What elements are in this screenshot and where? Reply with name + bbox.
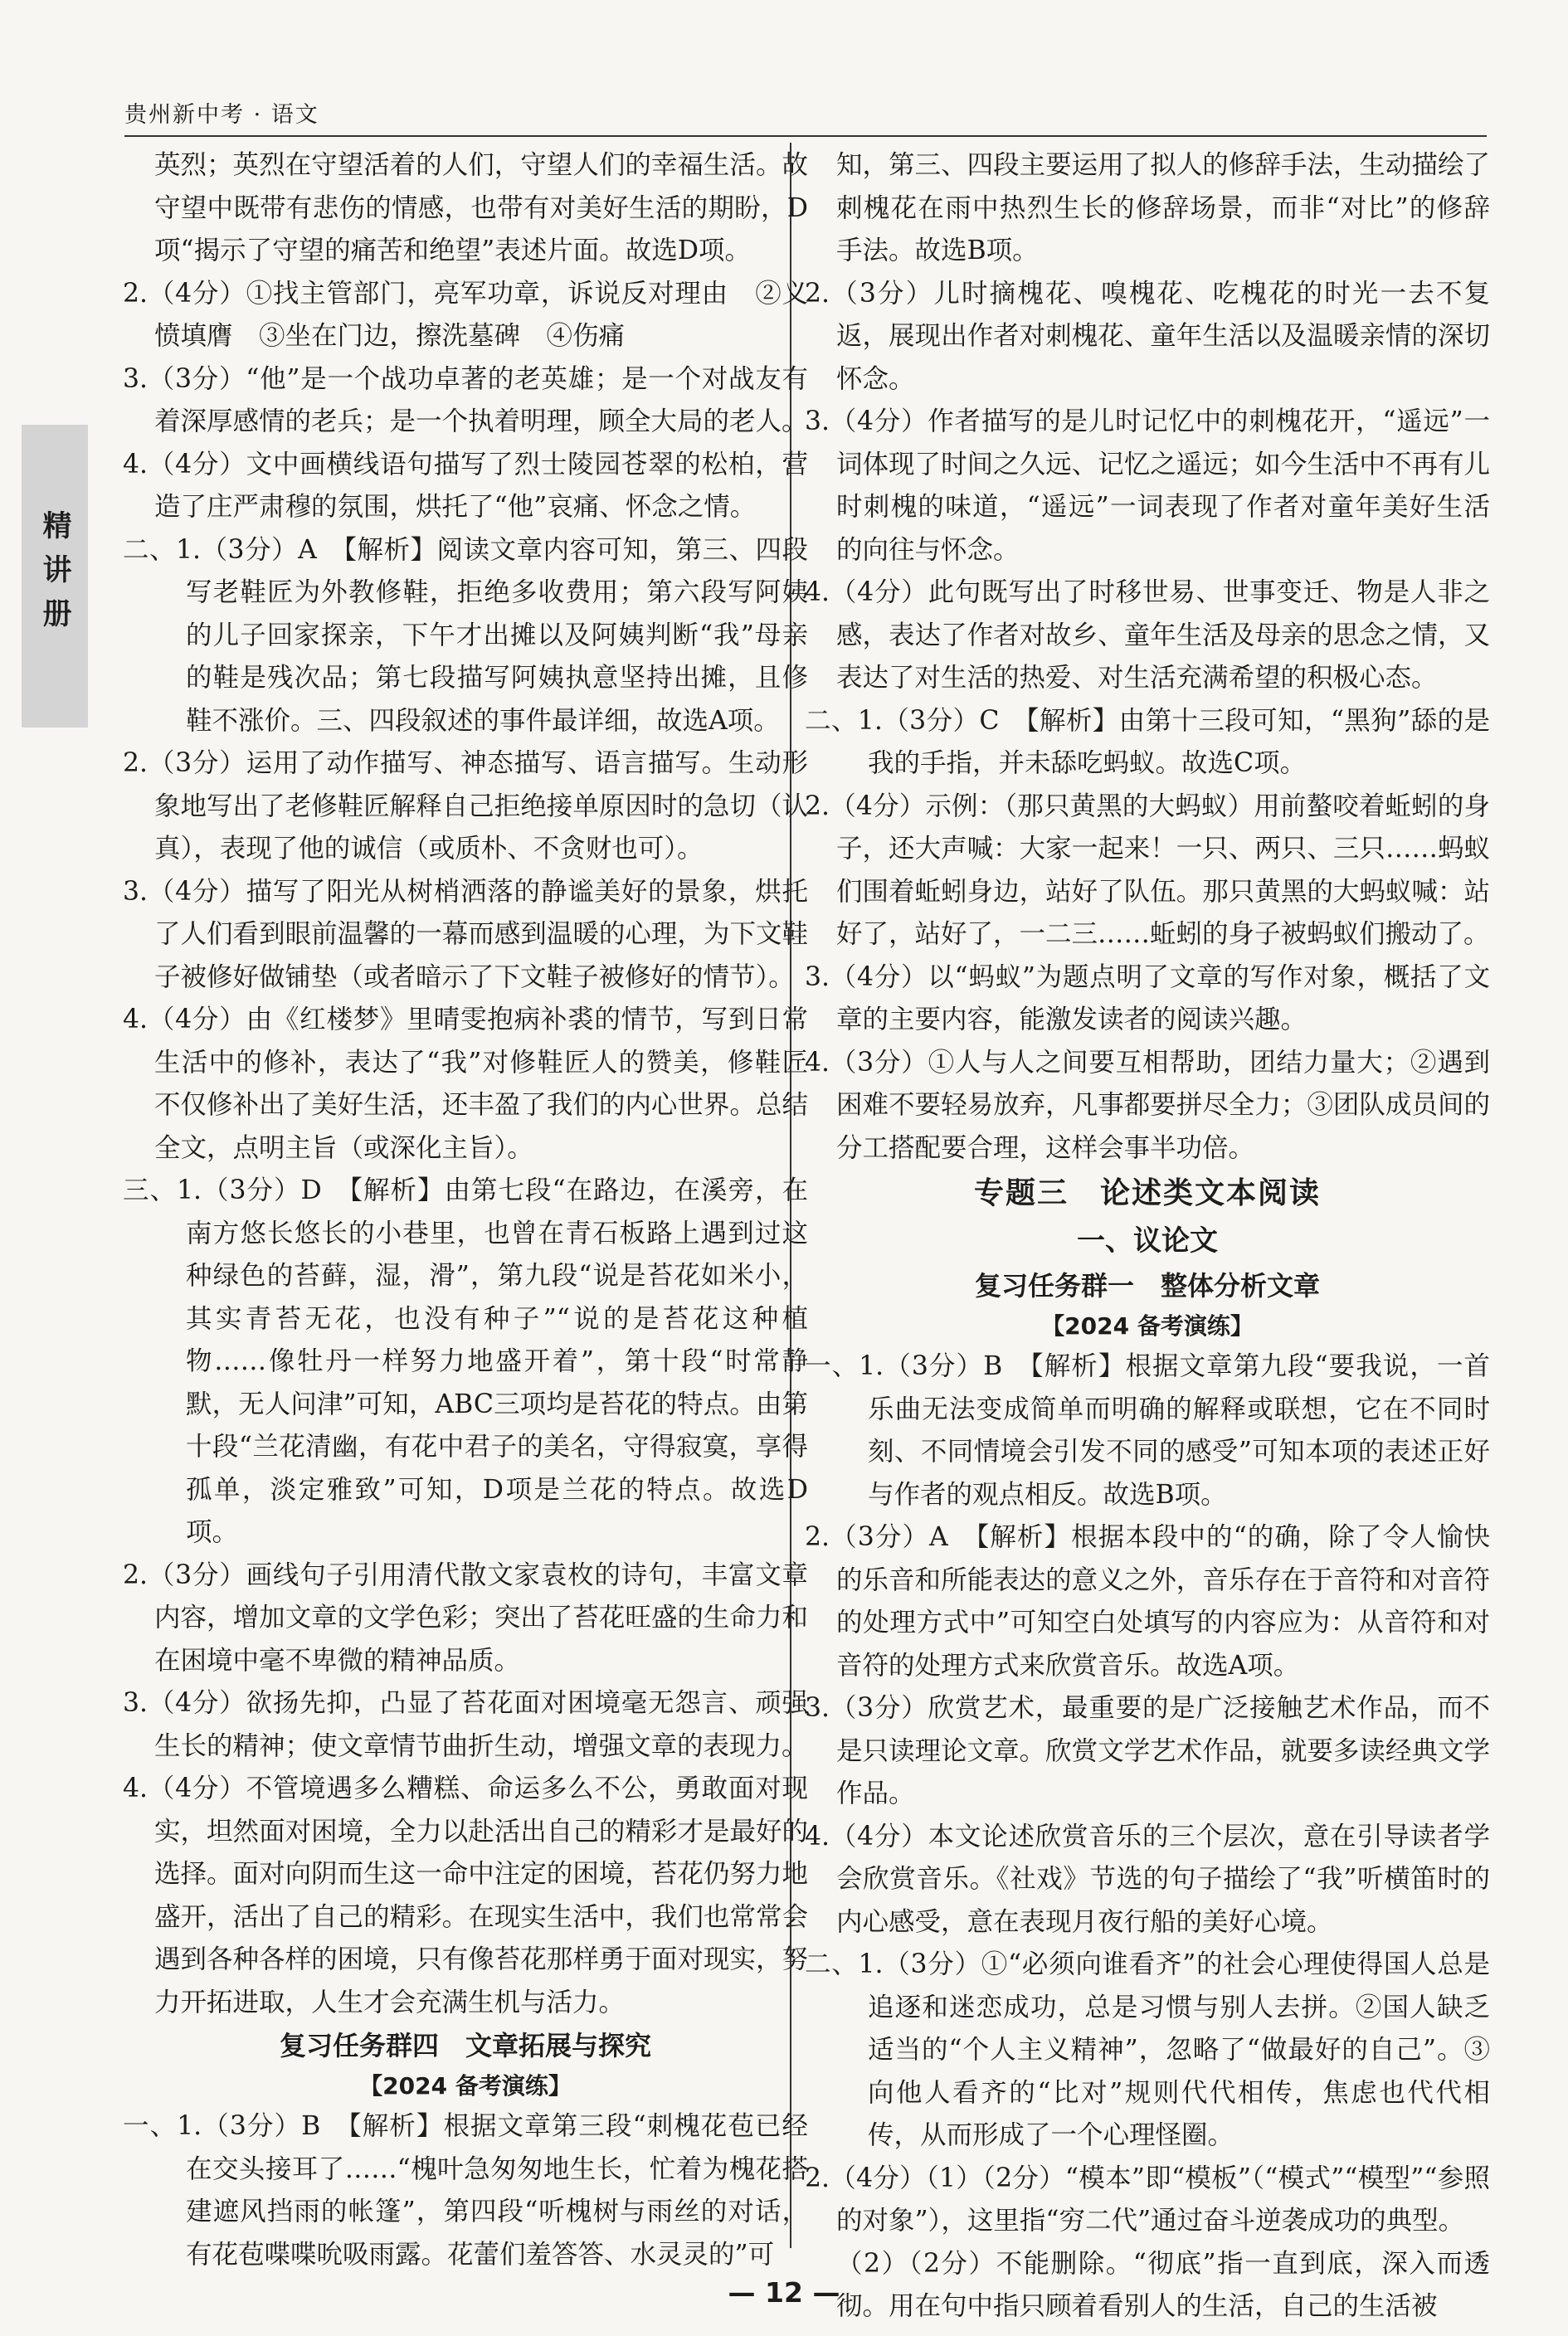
paragraph: 2.（3分）运用了动作描写、神态描写、语言描写。生动形象地写出了老修鞋匠解释自己拒绝接单原因时的急切（认真），表现了他的诚信（或质朴、不贪财也可）。 xyxy=(123,748,808,864)
paragraph: 4.（4分）本文论述欣赏音乐的三个层次，意在引导读者学会欣赏音乐。《社戏》节选的句子描绘了“我”听横笛时的内心感受，意在表现月夜行船的美好心境。 xyxy=(805,1821,1490,1937)
topic-heading: 专题三 论述类文本阅读 xyxy=(973,1176,1321,1210)
paragraph: 知，第三、四段主要运用了拟人的修辞手法，生动描绘了刺槐花在雨中热烈生长的修辞场景，而非“对比”的修辞手法。故选B项。 xyxy=(836,150,1490,265)
section-heading: 复习任务群一 整体分析文章 xyxy=(974,1270,1320,1302)
left-column xyxy=(123,144,808,2276)
paragraph: 一、1.（3分）B 【解析】根据文章第三段“刺槐花苞已经在交头接耳了……“槐叶急匆匆地生长，忙着为槐花搭建遮风挡雨的帐篷”，第四段“听槐树与雨丝的对话，有花苞喋喋吮吸雨露。花蕾们羞答答、水灵灵的”可 xyxy=(123,2111,808,2270)
paragraph: 二、1.（3分）①“必须向谁看齐”的社会心理使得国人总是追逐和迷恋成功，总是习惯与别人去拼。②国人缺乏适当的“个人主义精神”，忽略了“做最好的自己”。③向他人看齐的“比对”规则代代相传，焦虑也代代相传，从而形成了一个心理怪圈。 xyxy=(805,1949,1490,2150)
right-column xyxy=(805,144,1490,2329)
paragraph: 英烈；英烈在守望活着的人们，守望人们的幸福生活。故守望中既带有悲伤的情感，也带有对美好生活的期盼，D项“揭示了守望的痛苦和绝望”表述片面。故选D项。 xyxy=(154,150,808,265)
paragraph: 2.（3分）A 【解析】根据本段中的“的确，除了令人愉快的乐音和所能表达的意义之外，音乐存在于音符和对音符的处理方式中”可知空白处填写的内容应为：从音符和对音符的处理方式来欣赏音乐。故选A项。 xyxy=(805,1522,1490,1681)
side-tab xyxy=(22,425,88,728)
paragraph: 4.（4分）由《红楼梦》里晴雯抱病补裘的情节，写到日常生活中的修补，表达了“我”对修鞋匠人的赞美，修鞋匠不仅修补出了美好生活，还丰盈了我们的内心世界。总结全文，点明主旨（或深化主旨）。 xyxy=(123,1005,808,1163)
paragraph: 一、1.（3分）B 【解析】根据文章第九段“要我说，一首乐曲无法变成简单而明确的解释或联想，它在不同时刻、不同情境会引发不同的感受”可知本项的表述正好与作者的观点相反。故选B项。 xyxy=(805,1351,1490,1510)
paragraph: 3.（4分）作者描写的是儿时记忆中的刺槐花开，“遥远”一词体现了时间之久远、记忆之遥远；如今生活中不再有儿时刺槐的味道，“遥远”一词表现了作者对童年美好生活的向往与怀念。 xyxy=(805,406,1490,565)
page-header: 贵州新中考 · 语文 xyxy=(124,102,319,128)
section-heading: 复习任务群四 文章拓展与探究 xyxy=(279,2030,651,2061)
paragraph: 2.（3分）画线句子引用清代散文家袁枚的诗句，丰富文章内容，增加文章的文学色彩；突出了苔花旺盛的生命力和在困境中毫不卑微的精神品质。 xyxy=(123,1560,808,1676)
paragraph: 3.（4分）以“蚂蚁”为题点明了文章的写作对象，概括了文章的主要内容，能激发读者的阅读兴趣。 xyxy=(805,961,1490,1034)
paragraph: 4.（3分）①人与人之间要互相帮助，团结力量大；②遇到困难不要轻易放弃，凡事都要拼尽全力；③团队成员间的分工搭配要合理，这样会事半功倍。 xyxy=(805,1047,1490,1163)
paragraph: 4.（4分）此句既写出了时移世易、世事变迁、物是人非之感，表达了作者对故乡、童年生活及母亲的思念之情，又表达了对生活的热爱、对生活充满希望的积极心态。 xyxy=(805,577,1490,693)
side-tab-label: 精讲册 xyxy=(38,510,71,642)
paragraph: 3.（3分）“他”是一个战功卓著的老英雄；是一个对战友有着深厚感情的老兵；是一个执着明理，顾全大局的老人。 xyxy=(123,363,808,436)
paragraph: 2.（4分）（1）（2分）“模本”即“模板”（“模式”“模型”“参照的对象”），这里指“穷二代”通过奋斗逆袭成功的典型。 xyxy=(805,2163,1490,2236)
paragraph: 4.（4分）不管境遇多么糟糕、命运多么不公，勇敢面对现实，坦然面对困境，全力以赴活出自己的精彩才是最好的选择。面对向阴而生这一命中注定的困境，苔花仍努力地盛开，活出了自己的精彩。在现实生活中，我们也常常会遇到各种各样的困境，只有像苔花那样勇于面对现实，努力开拓进取，人生才会充满生机与活力。 xyxy=(123,1774,808,2017)
paragraph: 4.（4分）文中画横线语句描写了烈士陵园苍翠的松柏，营造了庄严肃穆的氛围，烘托了“他”哀痛、怀念之情。 xyxy=(123,449,808,522)
paragraph: 二、1.（3分）C 【解析】由第十三段可知，“黑狗”舔的是我的手指，并未舔吃蚂蚁。故选C项。 xyxy=(805,705,1490,778)
paragraph: （2）（2分）不能删除。“彻底”指一直到底，深入而透彻。用在句中指只顾着看别人的生活，自己的生活被 xyxy=(836,2248,1490,2321)
paragraph: 2.（4分）示例：（那只黄黑的大蚂蚁）用前螯咬着蚯蚓的身子，还大声喊：大家一起来！一只、两只、三只……蚂蚁们围着蚯蚓身边，站好了队伍。那只黄黑的大蚂蚁喊：站好了，站好了，一二三……蚯蚓的身子被蚂蚁们搬动了。 xyxy=(805,791,1490,949)
paragraph: 2.（3分）儿时摘槐花、嗅槐花、吃槐花的时光一去不复返，展现出作者对刺槐花、童年生活以及温暖亲情的深切怀念。 xyxy=(805,278,1490,394)
paragraph: 2.（4分）①找主管部门，亮军功章，诉说反对理由 ②义愤填膺 ③坐在门边，擦洗墓碑 ④伤痛 xyxy=(123,278,808,351)
paragraph: 二、1.（3分）A 【解析】阅读文章内容可知，第三、四段写老鞋匠为外教修鞋，拒绝多收费用；第六段写阿姨的儿子回家探亲，下午才出摊以及阿姨判断“我”母亲的鞋是残次品；第七段描写阿姨执意坚持出摊，且修鞋不涨价。三、四段叙述的事件最详细，故选A项。 xyxy=(123,534,808,736)
paragraph: 3.（4分）欲扬先抑，凸显了苔花面对困境毫无怨言、顽强生长的精神；使文章情节曲折生动，增强文章的表现力。 xyxy=(123,1688,808,1761)
genre-heading: 一、议论文 xyxy=(1077,1224,1218,1258)
paragraph: 3.（4分）描写了阳光从树梢洒落的静谧美好的景象，烘托了人们看到眼前温馨的一幕而感到温暖的心理，为下文鞋子被修好做铺垫（或者暗示了下文鞋子被修好的情节）。 xyxy=(123,876,808,992)
practice-label: 【2024 备考演练】 xyxy=(359,2072,572,2100)
header-rule xyxy=(124,135,1487,137)
practice-label: 【2024 备考演练】 xyxy=(1041,1312,1254,1340)
paragraph: 3.（3分）欣赏艺术，最重要的是广泛接触艺术作品，而不是只读理论文章。欣赏文学艺术作品，就要多读经典文学作品。 xyxy=(805,1693,1490,1808)
page-number: — 12 — xyxy=(728,2276,840,2309)
paragraph: 三、1.（3分）D 【解析】由第七段“在路边，在溪旁，在南方悠长悠长的小巷里，也曾在青石板路上遇到过这种绿色的苔藓，湿，滑”，第九段“说是苔花如米小，其实青苔无花，也没有种子”“说的是苔花这种植物……像牡丹一样努力地盛开着”，第十段“时常静默，无人问津”可知，ABC三项均是苔花的特点。由第十段“兰花清幽，有花中君子的美名，守得寂寞，享得孤单，淡定雅致”可知，D项是兰花的特点。故选D项。 xyxy=(123,1175,808,1547)
